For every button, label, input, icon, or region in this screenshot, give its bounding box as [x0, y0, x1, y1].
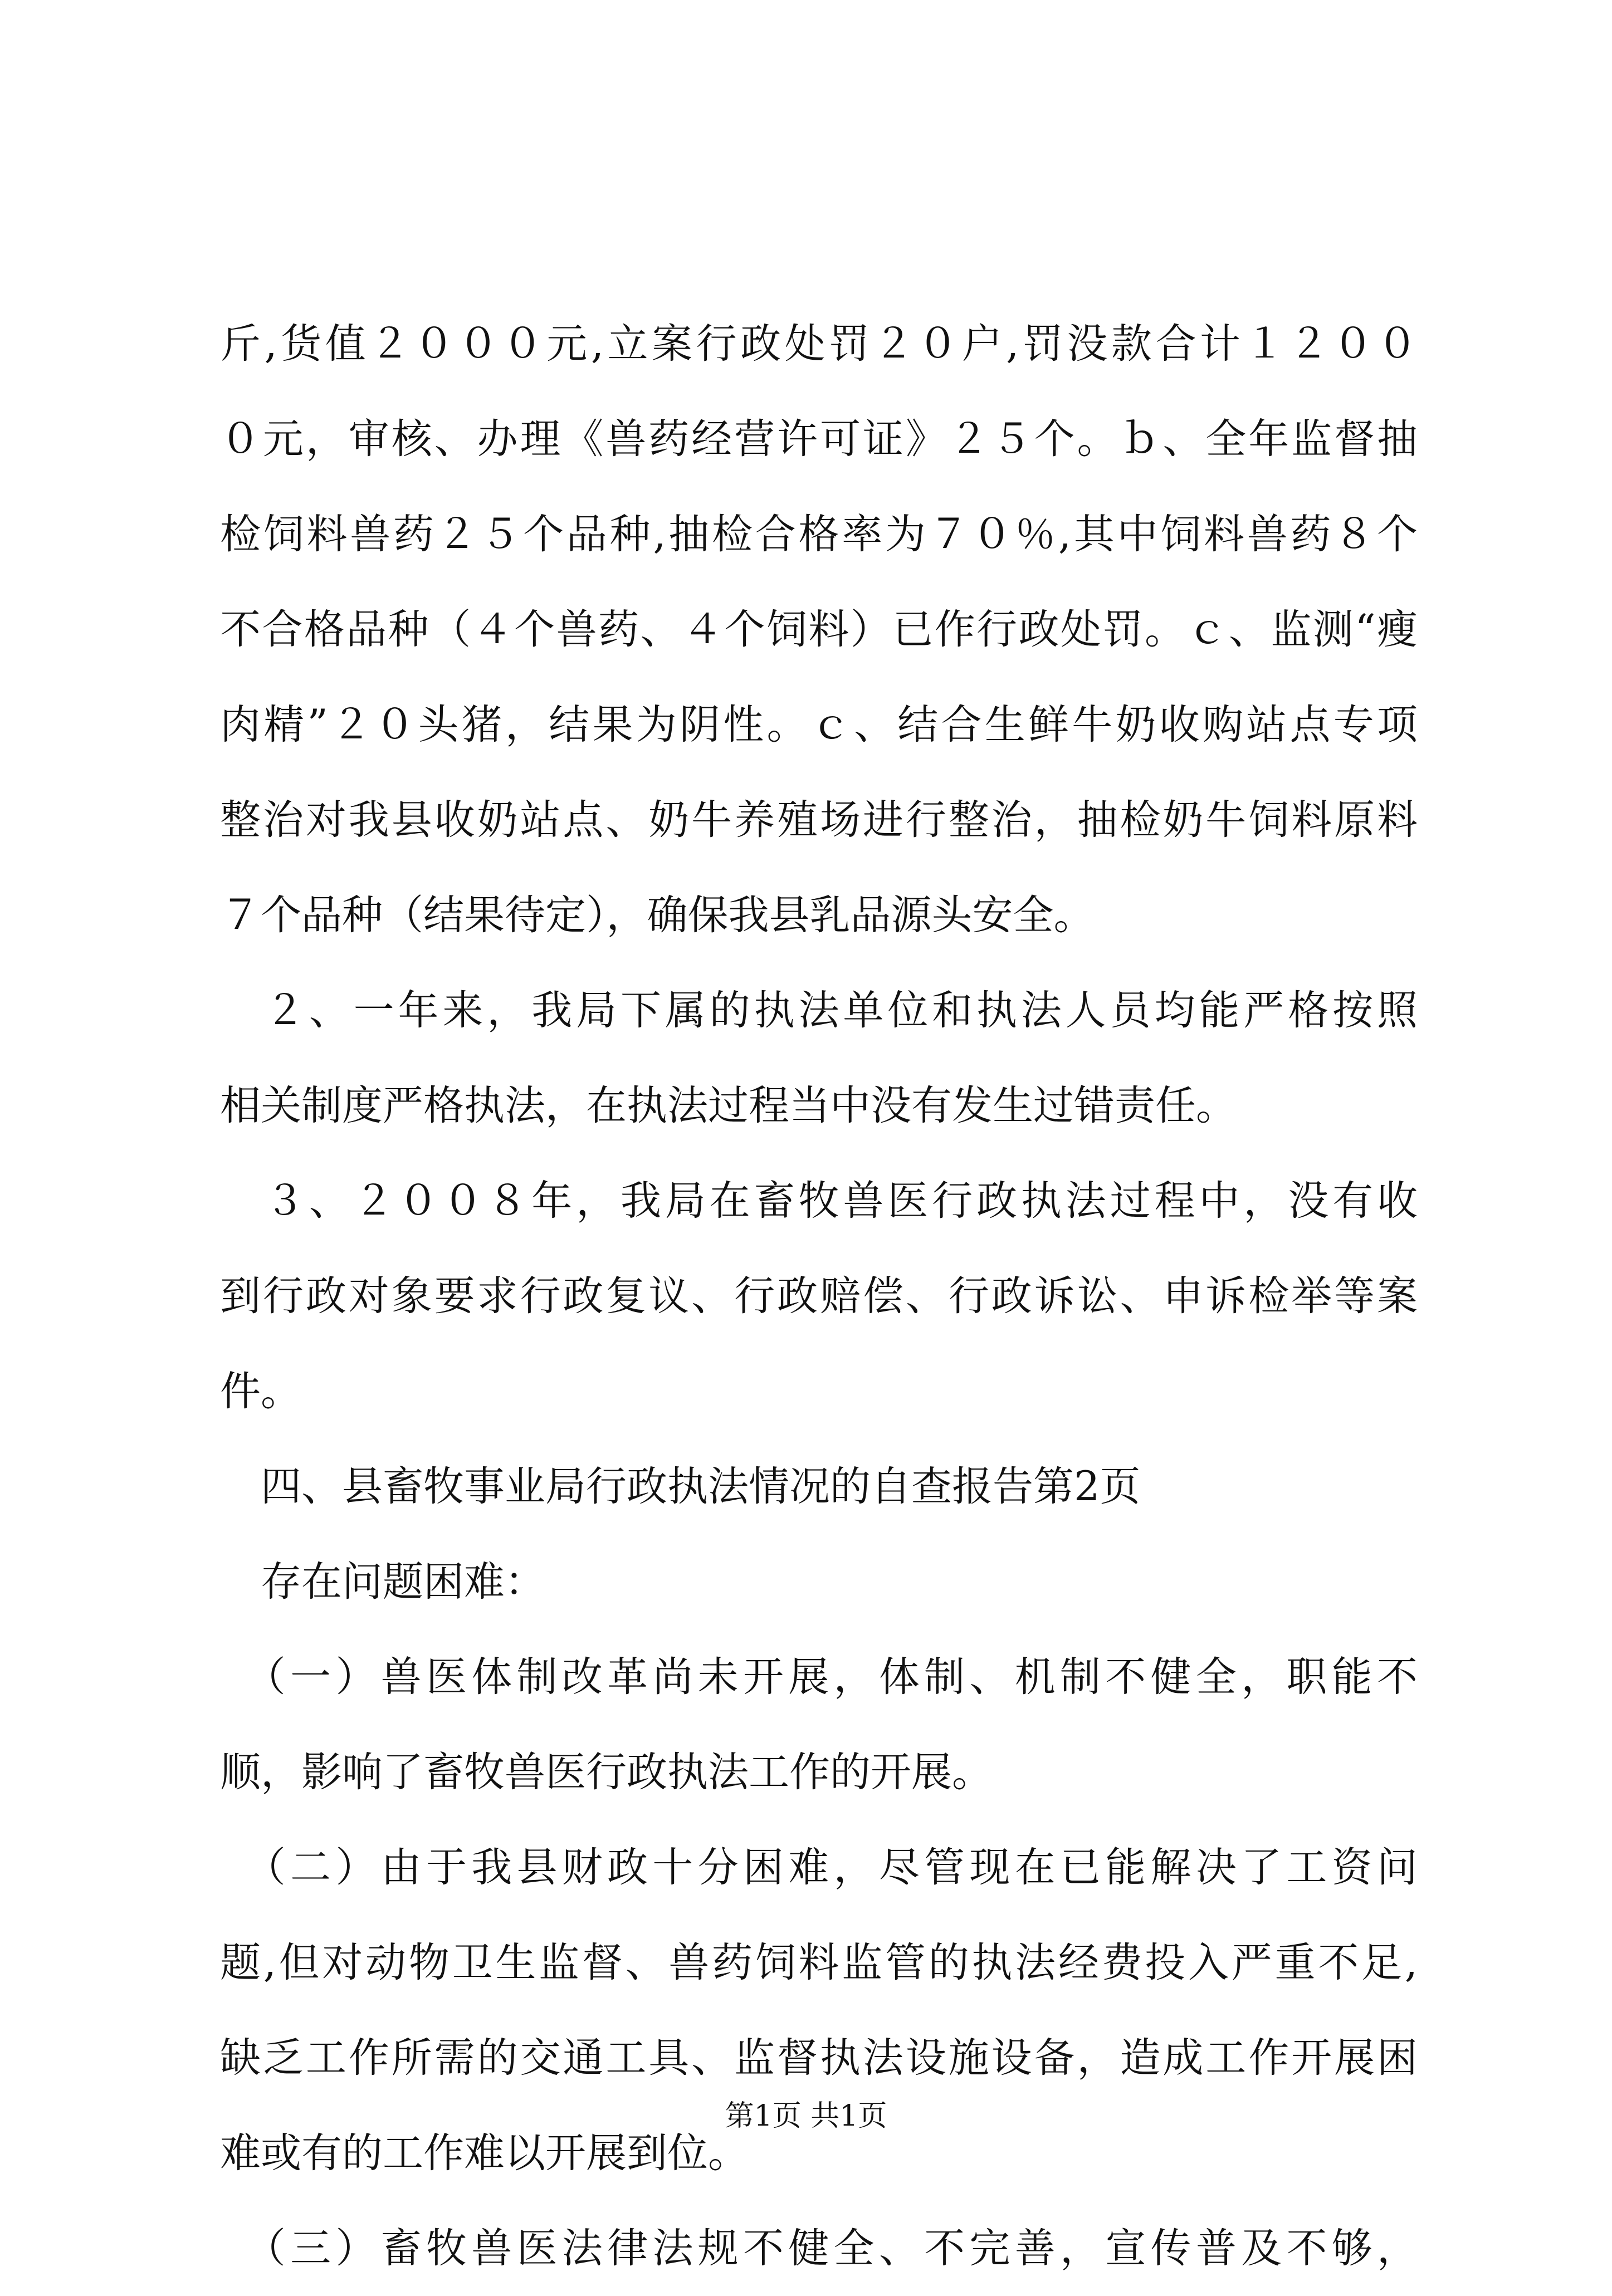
text-line: （三）畜牧兽医法律法规不健全、不完善，宣传普及不够， [220, 2225, 1418, 2272]
text-line: （一）兽医体制改革尚未开展，体制、机制不健全，职能不 [220, 1653, 1418, 1701]
text-line: 肉精”２０头猪，结果为阴性。ｃ、结合生鲜牛奶收购站点专项 [220, 701, 1418, 748]
text-line: ７个品种（结果待定），确保我县乳品源头安全。 [220, 892, 1095, 939]
text-line: 难或有的工作难以开展到位。 [220, 2129, 749, 2177]
document-body [220, 296, 1418, 2296]
page-footer: 第1页 共1页 [725, 2099, 887, 2133]
text-line: ２、一年来，我局下属的执法单位和执法人员均能严格按照 [220, 987, 1418, 1034]
text-line: 件。 [220, 1368, 301, 1415]
text-line: （二）由于我县财政十分困难，尽管现在已能解决了工资问 [220, 1844, 1418, 1891]
text-line: 检饲料兽药２５个品种,抽检合格率为７０％,其中饲料兽药８个 [220, 511, 1418, 558]
text-line: ３、２００８年，我局在畜牧兽医行政执法过程中，没有收 [220, 1177, 1418, 1225]
text-line: 顺，影响了畜牧兽医行政执法工作的开展。 [220, 1749, 993, 1796]
text-line: 斤,货值２０００元,立案行政处罚２０户,罚没款合计１２００ [220, 320, 1418, 368]
text-line: 到行政对象要求行政复议、行政赔偿、行政诉讼、申诉检举等案 [220, 1272, 1418, 1320]
text-line: 不合格品种（４个兽药、４个饲料）已作行政处罚。ｃ、监测“瘦 [220, 606, 1418, 653]
text-line: 存在问题困难： [220, 1558, 545, 1605]
text-line: 整治对我县收奶站点、奶牛养殖场进行整治，抽检奶牛饲料原料 [220, 796, 1418, 844]
text-line: 相关制度严格执法，在执法过程当中没有发生过错责任。 [220, 1082, 1237, 1129]
section-heading: 四、县畜牧事业局行政执法情况的自查报告第2页 [220, 1463, 1141, 1510]
text-line: ０元，审核、办理《兽药经营许可证》２５个。ｂ、全年监督抽 [220, 415, 1418, 463]
text-line: 题,但对动物卫生监督、兽药饲料监管的执法经费投入严重不足, [220, 1939, 1418, 1986]
text-line: 缺乏工作所需的交通工具、监督执法设施设备，造成工作开展困 [220, 2034, 1418, 2082]
